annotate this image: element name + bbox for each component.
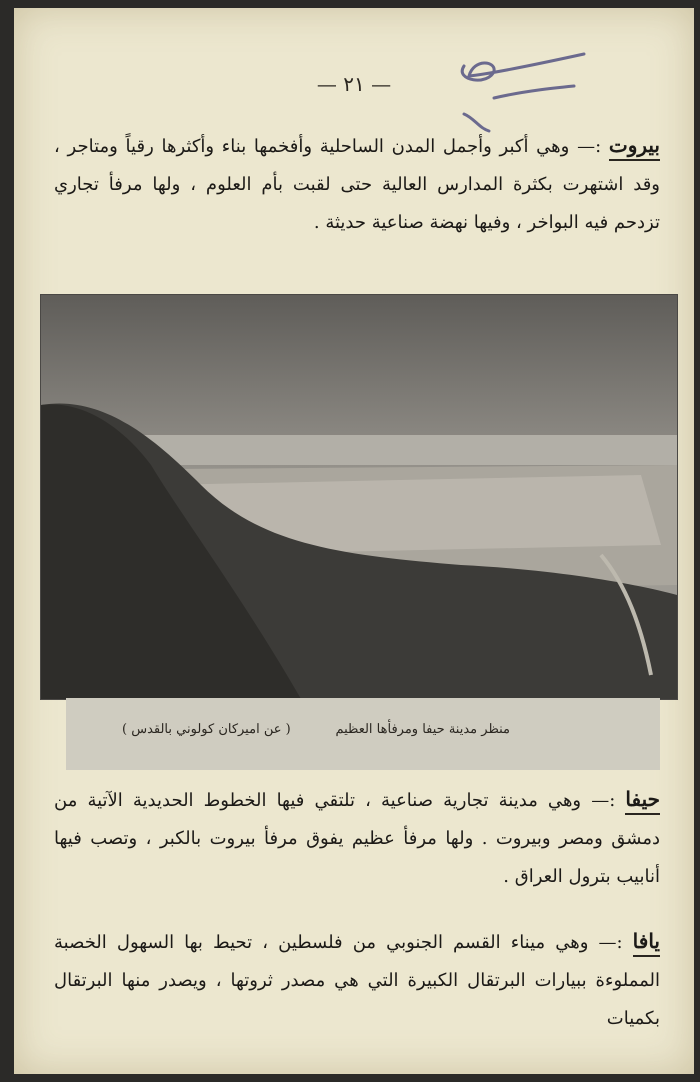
photo-caption-bar [66,698,660,770]
beirut-heading: بيروت [609,133,660,161]
haifa-text: :— وهي مدينة تجارية صناعية ، تلتقي فيها الخطوط الحديدية الآتية من دمشق ومصر وبيروت . ولها مرفأ عظيم يفوق مرفأ بيروت بالكبر ، وتصب فيها أنابيب بترول العراق . [54,790,660,887]
jaffa-heading: يافا [633,929,660,957]
haifa-paragraph [54,780,660,896]
photo-scene-icon [41,295,677,699]
photo-credit: ( عن اميركان كولوني بالقدس ) [122,722,291,737]
haifa-photo-figure [40,294,676,772]
photo-caption: منظر مدينة حيفا ومرفأها العظيم [335,722,510,737]
book-page [14,8,694,1074]
haifa-panorama-photo [40,294,678,700]
page-number: — ٢١ — [316,72,392,96]
jaffa-text: :— وهي ميناء القسم الجنوبي من فلسطين ، تحيط بها السهول الخصبة المملوءة ببيارات البرتقال الكبيرة التي هي مصدر ثروتها ، ويصدر منها البرتقال بكميات [54,932,660,1029]
haifa-heading: حيفا [625,787,660,815]
jaffa-paragraph [54,922,660,1038]
beirut-text: :— وهي أكبر وأجمل المدن الساحلية وأفخمها بناء وأكثرها رقياً ومتاجر ، وقد اشتهرت بكثرة المدارس العالية حتى لقبت بأم العلوم ، ولها مرفأ تجاري تزدحم فيه البواخر ، وفيها نهضة صناعية حديثة . [54,136,660,233]
beirut-paragraph [54,126,660,242]
